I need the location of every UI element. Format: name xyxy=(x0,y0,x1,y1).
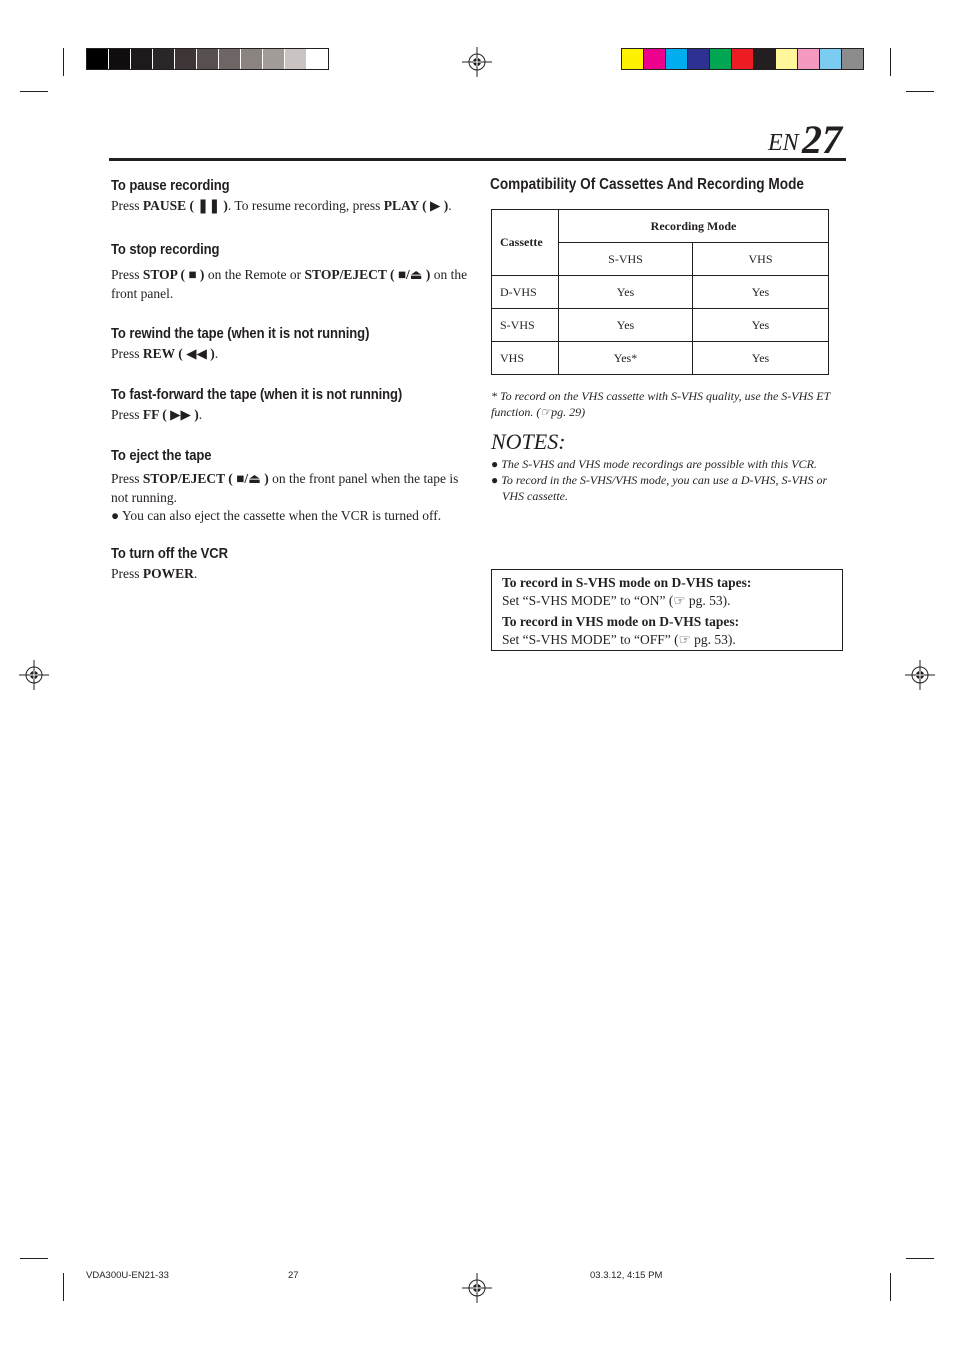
registration-mark-icon xyxy=(905,660,935,690)
compatibility-title: Compatibility Of Cassettes And Recording Mode xyxy=(490,176,805,193)
color-patch xyxy=(798,49,820,69)
svhs-cell: Yes* xyxy=(559,342,693,375)
gray-step xyxy=(131,49,153,69)
info-heading: To record in S-VHS mode on D-VHS tapes: xyxy=(502,575,752,590)
color-patch xyxy=(644,49,666,69)
dvhs-info-box xyxy=(491,569,843,651)
gray-step xyxy=(241,49,263,69)
color-patch xyxy=(842,49,863,69)
gray-step xyxy=(87,49,109,69)
gray-step xyxy=(175,49,197,69)
note-item: ● The S-VHS and VHS mode recordings are possible with this VCR. xyxy=(491,457,817,471)
gray-step xyxy=(285,49,307,69)
color-patch xyxy=(622,49,644,69)
gray-step xyxy=(263,49,285,69)
note-item: ● To record in the S-VHS/VHS mode, you can use a D-VHS, S-VHS or VHS cassette. xyxy=(491,473,828,503)
cassette-header: Cassette xyxy=(492,210,559,276)
info-heading: To record in VHS mode on D-VHS tapes: xyxy=(502,614,740,629)
section-text: Press POWER. xyxy=(111,566,198,581)
crop-mark xyxy=(890,1273,891,1301)
section-stop xyxy=(111,240,471,303)
notes-list xyxy=(491,456,836,504)
compatibility-table xyxy=(491,209,829,375)
crop-mark xyxy=(890,48,891,76)
recording-mode-header: Recording Mode xyxy=(559,210,829,243)
section-text: Press PAUSE ( ❚❚ ). To resume recording, press PLAY ( ▶ ). xyxy=(111,198,452,213)
registration-mark-icon xyxy=(19,660,49,690)
column-header-vhs: VHS xyxy=(693,243,829,276)
section-text: Press STOP ( ■ ) on the Remote or STOP/EJECT ( ■/⏏ ) on the front panel. xyxy=(111,267,468,301)
color-patch xyxy=(732,49,754,69)
section-fast-forward xyxy=(111,385,471,424)
section-text: Press REW ( ◀◀ ). xyxy=(111,346,219,361)
section-rewind xyxy=(111,324,471,363)
footer-code: VDA300U-EN21-33 xyxy=(86,1270,169,1281)
section-title: To eject the tape xyxy=(111,448,212,464)
section-eject xyxy=(111,446,471,525)
table-row xyxy=(492,276,829,309)
gray-step xyxy=(153,49,175,69)
gray-step xyxy=(219,49,241,69)
color-calibration-bar xyxy=(621,48,864,70)
registration-mark-icon xyxy=(462,1273,492,1303)
section-text: Press FF ( ▶▶ ). xyxy=(111,407,203,422)
info-text: Set “S-VHS MODE” to “ON” (☞ pg. 53). xyxy=(502,593,731,608)
footer-date: 03.3.12, 4:15 PM xyxy=(590,1270,663,1281)
page-number: 27 xyxy=(802,117,842,162)
vhs-cell: Yes xyxy=(693,309,829,342)
cassette-cell: D-VHS xyxy=(492,276,559,309)
table-footnote: * To record on the VHS cassette with S-VHS quality, use the S-VHS ET function. (☞pg. 29) xyxy=(491,389,831,419)
language-label: EN xyxy=(768,130,799,156)
color-patch xyxy=(754,49,776,69)
left-column xyxy=(111,176,471,583)
svhs-cell: Yes xyxy=(559,276,693,309)
column-header-svhs: S-VHS xyxy=(559,243,693,276)
color-patch xyxy=(820,49,842,69)
section-title: To pause recording xyxy=(111,178,230,194)
color-patch xyxy=(710,49,732,69)
vhs-cell: Yes xyxy=(693,276,829,309)
color-patch xyxy=(666,49,688,69)
info-text: Set “S-VHS MODE” to “OFF” (☞ pg. 53). xyxy=(502,632,736,647)
bullet-item: ● You can also eject the cassette when the VCR is turned off. xyxy=(111,508,442,523)
vhs-cell: Yes xyxy=(693,342,829,375)
gray-step xyxy=(307,49,328,69)
section-pause xyxy=(111,176,471,215)
header-rule xyxy=(109,158,846,161)
crop-mark xyxy=(20,1258,48,1259)
section-title: To fast-forward the tape (when it is not running) xyxy=(111,387,403,403)
table-row xyxy=(492,342,829,375)
crop-mark xyxy=(63,1273,64,1301)
svhs-cell: Yes xyxy=(559,309,693,342)
crop-mark xyxy=(20,91,48,92)
gray-step xyxy=(197,49,219,69)
grayscale-calibration-bar xyxy=(86,48,329,70)
cassette-cell: S-VHS xyxy=(492,309,559,342)
section-title: To turn off the VCR xyxy=(111,546,228,562)
color-patch xyxy=(776,49,798,69)
footer-page: 27 xyxy=(288,1270,299,1281)
table-row xyxy=(492,309,829,342)
section-text: Press STOP/EJECT ( ■/⏏ ) on the front panel when the tape is not running. xyxy=(111,471,459,505)
section-title: To rewind the tape (when it is not running) xyxy=(111,326,370,342)
crop-mark xyxy=(906,91,934,92)
cassette-cell: VHS xyxy=(492,342,559,375)
registration-mark-icon xyxy=(462,47,492,77)
crop-mark xyxy=(63,48,64,76)
color-patch xyxy=(688,49,710,69)
gray-step xyxy=(109,49,131,69)
crop-mark xyxy=(906,1258,934,1259)
section-title: To stop recording xyxy=(111,242,220,258)
notes-heading: NOTES: xyxy=(491,429,566,454)
section-power xyxy=(111,544,471,583)
